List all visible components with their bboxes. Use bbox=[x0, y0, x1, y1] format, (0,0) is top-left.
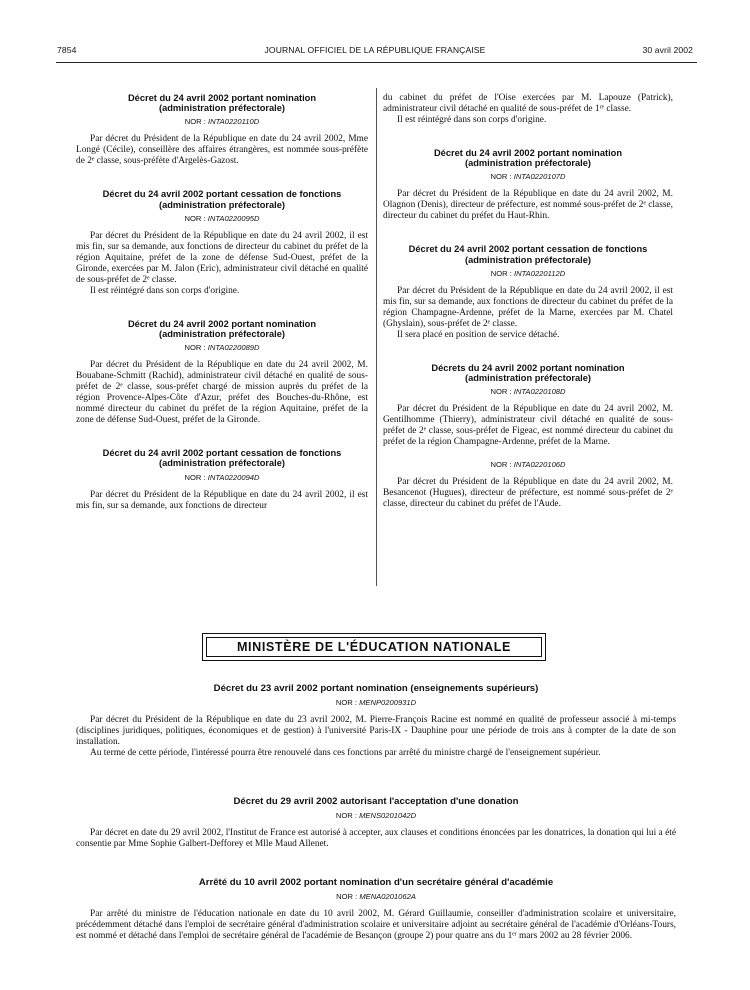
decree-olagnon bbox=[383, 148, 673, 222]
nor-label: NOR : bbox=[335, 811, 360, 821]
nor-label: NOR : bbox=[336, 892, 360, 902]
decree-text: Par décret en date du 29 avril 2002, l'Institut de France est autorisé à accepter, aux clauses et conditions énoncées par les donatrices, la donation qui lui a été consentie par Mme Sophie Galbert-Defforey et Mlle Maud Allenet. bbox=[76, 828, 676, 850]
decree-title bbox=[383, 148, 673, 168]
page-header bbox=[0, 45, 750, 59]
decree-title-line: Décret du 24 avril 2002 portant nomination bbox=[127, 318, 317, 329]
decree-text: Par décret du Président de la République en date du 24 avril 2002, M. Besancenot (Hugues), directeur de préfecture, est nommé sous-préfet de 2ᵉ classe, directeur du cabinet du préfet de l'Aude. bbox=[383, 477, 673, 510]
decree-bouabane bbox=[76, 319, 368, 426]
nor-reference bbox=[76, 214, 368, 223]
arrete-guillaumie bbox=[76, 878, 676, 942]
decree-donation bbox=[76, 797, 676, 850]
nor-code: MENP0200931D bbox=[359, 698, 417, 708]
nor-code: INTA0220106D bbox=[513, 460, 566, 470]
decree-jalon bbox=[76, 189, 368, 296]
nor-label: NOR : bbox=[335, 698, 360, 708]
decree-title-line: Décret du 24 avril 2002 portant cessation de fonctions bbox=[102, 448, 342, 459]
decree-title-line: (administration préfectorale) bbox=[158, 329, 286, 340]
header-rule bbox=[56, 62, 697, 63]
publication-date: 30 avril 2002 bbox=[642, 45, 693, 55]
ministry-heading-box bbox=[202, 633, 546, 661]
decree-title bbox=[76, 319, 368, 339]
nor-reference bbox=[76, 698, 676, 707]
decree-racine bbox=[76, 684, 676, 759]
nor-code: INTA0220095D bbox=[207, 213, 260, 223]
decree-title-line: (administration préfectorale) bbox=[158, 103, 286, 114]
decree-text: du cabinet du préfet de l'Oise exercées par M. Lapouze (Patrick), administrateur civil détaché en qualité de sous-préfet de 1ʳᵉ classe. bbox=[383, 93, 673, 114]
decree-title bbox=[76, 93, 368, 113]
nor-code: INTA0220108D bbox=[513, 387, 566, 397]
nor-label: NOR : bbox=[184, 472, 208, 482]
decree-title-line: Décret du 24 avril 2002 portant nomination bbox=[127, 93, 317, 103]
nor-reference bbox=[76, 473, 368, 482]
page-number: 7854 bbox=[57, 45, 77, 55]
decree-text: Par décret du Président de la République en date du 24 avril 2002, M. Gentilhomme (Thierry), administrateur civil détaché en qualité de sous-préfet de 2ᵉ classe, sous-préfet de Figeac, est nommé directeur du cabinet du préfet de la région Champagne-Ardenne, préfet de la Marne. bbox=[383, 404, 673, 448]
decree-lapouze-continued bbox=[383, 93, 673, 126]
nor-code: INTA0220110D bbox=[208, 117, 260, 127]
ministry-heading: MINISTÈRE DE L'ÉDUCATION NATIONALE bbox=[206, 637, 542, 657]
nor-label: NOR : bbox=[184, 343, 208, 353]
nor-reference bbox=[76, 892, 676, 901]
decrees-gentilhomme-besancenot bbox=[383, 363, 673, 510]
decree-chatel bbox=[383, 244, 673, 340]
decree-text: Par décret du Président de la République en date du 24 avril 2002, il est mis fin, sur sa demande, aux fonctions de directeur du cabinet du préfet de la région Champagne-Ardenne, préfet de la Marne, exercées par M. Chatel (Ghyslain), sous-préfet de 2ᵉ classe. bbox=[383, 285, 673, 329]
decree-text: Par décret du Président de la République en date du 24 avril 2002, M. Bouabane-Schmitt (Rachid), administrateur civil détaché en qualité de sous-préfet de 2ᵉ classe, sous-préfet chargé de mission auprès du préfet de la région Provence-Alpes-Côte d'Azur, préfet des Bouches-du-Rhône, est nommé directeur du cabinet du préfet de la région Aquitaine, préfet de la zone de défense Sud-Ouest, préfet de la Gironde. bbox=[76, 360, 368, 426]
nor-code: INTA0220094D bbox=[207, 472, 260, 482]
decree-title-line: Décrets du 24 avril 2002 portant nomination bbox=[431, 362, 625, 373]
decree-title-line: (administration préfectorale) bbox=[464, 373, 592, 384]
decree-text: Il est réintégré dans son corps d'origine. bbox=[397, 115, 547, 125]
decree-text: Par arrêté du ministre de l'éducation nationale en date du 10 avril 2002, M. Gérard Guillaumie, conseiller d'administration scolaire et universitaire, précédemment détaché dans l'emploi de secrétaire général d'administration scolaire et universitaire adjoint au secrétaire général de l'académie d'Orléans-Tours, est nommé et détaché dans l'emploi de secrétaire général de l'académie de Besançon (groupe 2) pour quatre ans du 1ᵉʳ mars 2002 au 28 février 2006. bbox=[76, 909, 676, 942]
nor-reference bbox=[383, 387, 673, 396]
right-column bbox=[383, 93, 673, 510]
decree-text: Par décret du Président de la République en date du 24 avril 2002, il est mis fin, sur sa demande, aux fonctions de directeur bbox=[76, 489, 368, 511]
nor-reference bbox=[383, 269, 673, 278]
decree-lapouze bbox=[76, 448, 368, 511]
nor-code: MENS0201042D bbox=[359, 811, 417, 821]
decree-title: Décret du 29 avril 2002 autorisant l'acceptation d'une donation bbox=[233, 796, 519, 807]
nor-label: NOR : bbox=[184, 117, 208, 127]
decree-title bbox=[383, 363, 673, 383]
decree-title-line: Décret du 24 avril 2002 portant nomination bbox=[433, 148, 623, 158]
decree-title-line: (administration préfectorale) bbox=[158, 458, 286, 469]
decree-title bbox=[76, 189, 368, 209]
decree-text: Au terme de cette période, l'intéressé pourra être renouvelé dans ces fonctions par arrêté du ministre chargé de l'enseignement supérieur. bbox=[90, 748, 601, 759]
decree-text: Par décret du Président de la République en date du 24 avril 2002, Mme Longé (Cécile), conseillère des affaires étrangères, est nommée sous-préfète de 2ᵉ classe, sous-préfète d'Argelès-Gazost. bbox=[76, 134, 368, 167]
nor-reference bbox=[383, 172, 673, 181]
decree-title: Arrêté du 10 avril 2002 portant nomination d'un secrétaire général d'académie bbox=[198, 877, 554, 888]
nor-label: NOR : bbox=[490, 268, 514, 278]
decree-title-line: Décret du 24 avril 2002 portant cessation de fonctions bbox=[102, 189, 342, 200]
decree-title bbox=[383, 244, 673, 264]
decree-text: Il est réintégré dans son corps d'origine. bbox=[90, 285, 240, 296]
nor-reference bbox=[76, 117, 368, 126]
nor-label: NOR : bbox=[490, 387, 514, 397]
decree-title-line: (administration préfectorale) bbox=[464, 254, 592, 265]
decree-text: Il sera placé en position de service détaché. bbox=[397, 329, 560, 340]
decree-text: Par décret du Président de la République en date du 24 avril 2002, M. Olagnon (Denis), directeur de préfecture, est nommé sous-préfet de 2ᵉ classe, directeur du cabinet du préfet du Haut-Rhin. bbox=[383, 189, 673, 222]
decree-title-line: (administration préfectorale) bbox=[158, 199, 286, 210]
decree-text: Par décret du Président de la République en date du 23 avril 2002, M. Pierre-François Racine est nommé en qualité de professeur associé à mi-temps (disciplines juridiques, politiques, économiques et de gestion) à l'université Paris-IX - Dauphine pour une période de trois ans à compter de la date de son installation. bbox=[76, 715, 676, 748]
decree-text: Par décret du Président de la République en date du 24 avril 2002, il est mis fin, sur sa demande, aux fonctions de directeur du cabinet du préfet de la région Aquitaine, préfet de la zone de défense Sud-Ouest, préfet de la Gironde, exercées par M. Jalon (Eric), administrateur civil détaché en qualité de sous-préfet de 2ᵉ classe. bbox=[76, 230, 368, 285]
nor-label: NOR : bbox=[490, 460, 514, 470]
nor-code: INTA0220089D bbox=[207, 343, 260, 353]
decree-title bbox=[76, 448, 368, 468]
nor-code: MENA0201062A bbox=[359, 892, 416, 902]
nor-reference bbox=[383, 460, 673, 469]
nor-reference bbox=[76, 343, 368, 352]
journal-title: JOURNAL OFFICIEL DE LA RÉPUBLIQUE FRANÇAISE bbox=[264, 45, 486, 55]
decree-title: Décret du 23 avril 2002 portant nomination (enseignements supérieurs) bbox=[213, 683, 539, 694]
nor-code: INTA0220107D bbox=[513, 172, 566, 182]
decree-longe bbox=[76, 93, 368, 167]
left-column bbox=[76, 93, 368, 512]
nor-reference bbox=[76, 811, 676, 820]
decree-title-line: (administration préfectorale) bbox=[464, 158, 592, 169]
nor-label: NOR : bbox=[490, 172, 514, 182]
nor-code: INTA0220112D bbox=[514, 268, 566, 278]
column-divider bbox=[376, 88, 377, 586]
decree-title-line: Décret du 24 avril 2002 portant cessation de fonctions bbox=[408, 244, 648, 255]
nor-label: NOR : bbox=[184, 213, 208, 223]
